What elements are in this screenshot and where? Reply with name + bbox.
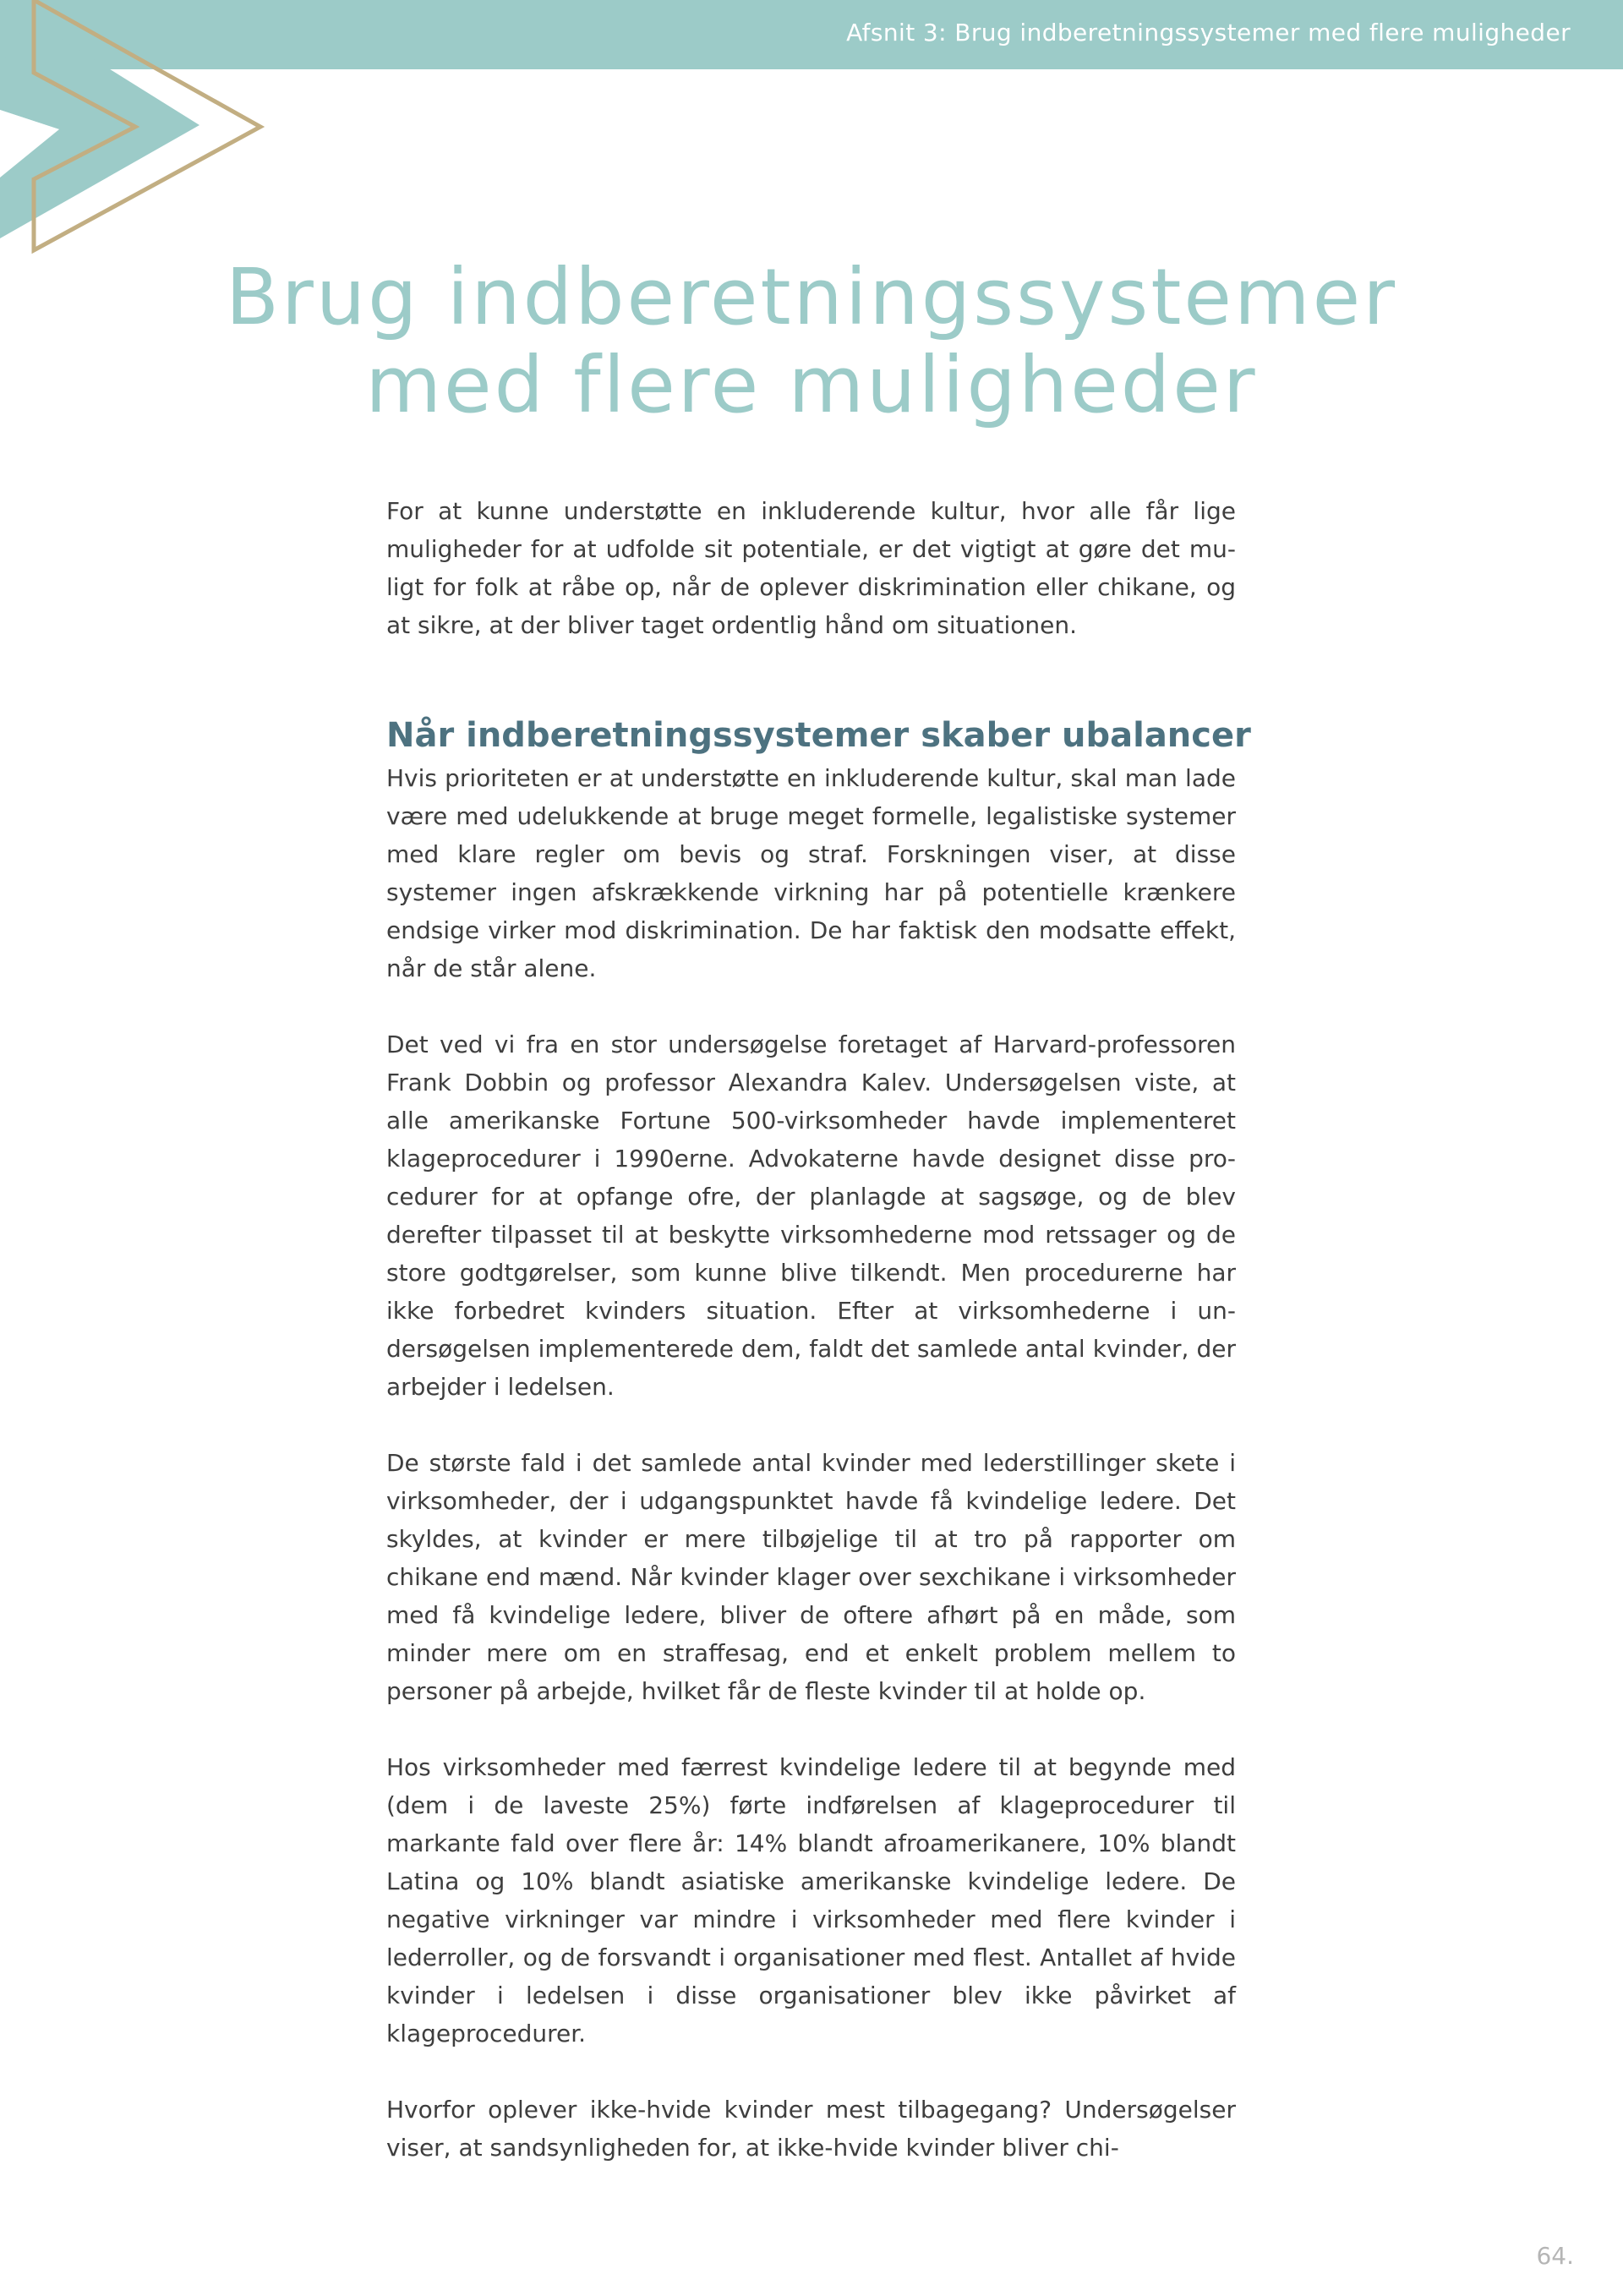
body-paragraph-5: Hvorfor oplever ikke-hvide kvinder mest tilbagegang? Undersøgelser viser, at sandsynligheden for, at ikke-hvide kvinder bliver chi- — [386, 2096, 1236, 2162]
page-title-line-2: med flere muligheder — [365, 340, 1258, 430]
section-heading: Når indberetningssystemer skaber ubalancer — [386, 716, 1251, 755]
page-number: 64. — [1536, 2242, 1574, 2270]
chevron-decoration-icon — [0, 0, 270, 262]
section-label: Afsnit 3: Brug indberetningssystemer med flere muligheder — [846, 19, 1571, 46]
body-paragraph-2: Det ved vi fra en stor undersøgelse foretaget af Harvard-professoren Frank Dobbin og professor Alexandra Kalev. Undersøgelsen viste, at alle amerikanske Fortune 500-virksomheder havde implementeret klageprocedurer i 1990erne. Advokaterne havde designet disse procedurer for at opfange ofre, der planlagde at sagsøge, og de blev derefter tilpasset til at beskytte virksomhederne mod retssager og de store godtgørelser, som kunne blive tilkendt. Men procedurerne har ikke forbedret kvinders situation. Efter at virksomhederne i undersøgelsen implementerede dem, faldt det samlede antal kvinder, der arbejder i ledelsen. — [386, 1030, 1236, 1401]
body-column — [386, 492, 1251, 2205]
body-paragraph-1: Hvis prioriteten er at understøtte en inkluderende kultur, skal man lade være med udelukkende at bruge meget formelle, legalistiske systemer med klare regler om bevis og straf. Forskningen viser, at disse systemer ingen afskrækkende virkning har på potentielle krænkere endsige virker mod diskrimination. De har faktisk den modsatte effekt, når de står alene. — [386, 764, 1236, 982]
page-title-line-1: Brug indberetningssystemer — [225, 252, 1398, 342]
body-paragraph-4: Hos virksomheder med færrest kvindelige ledere til at begynde med (dem i de laveste 25%) førte indførelsen af klageprocedurer til markante fald over flere år: 14% blandt afroamerikanere, 10% blandt Latina og 10% blandt asiatiske amerikanske kvindelige ledere. De negative virkninger var mindre i virksomheder med flere kvinder i lederroller, og de forsvandt i organisationer med flest. Antallet af hvide kvinder i ledelsen i disse organisationer blev ikke påvirket af klageprocedurer. — [386, 1753, 1236, 2047]
body-paragraph-3: De største fald i det samlede antal kvinder med lederstillinger skete i virksomheder, der i udgangspunktet havde få kvindelige ledere. Det skyldes, at kvinder er mere tilbøjelige til at tro på rapporter om chikane end mænd. Når kvinder klager over sexchikane i virksomheder med få kvindelige ledere, bliver de oftere afhørt på en måde, som minder mere om en straffesag, end et enkelt problem mellem to personer på arbejde, hvilket får de fleste kvinder til at holde op. — [386, 1449, 1236, 1705]
intro-paragraph: For at kunne understøtte en inkluderende kultur, hvor alle får lige muligheder for at udfolde sit potentiale, er det vigtigt at gøre det muligt for folk at råbe op, når de oplever diskrimination eller chikane, og at sikre, at der bliver taget ordentlig hånd om situationen. — [386, 497, 1236, 639]
page-title — [135, 254, 1488, 429]
